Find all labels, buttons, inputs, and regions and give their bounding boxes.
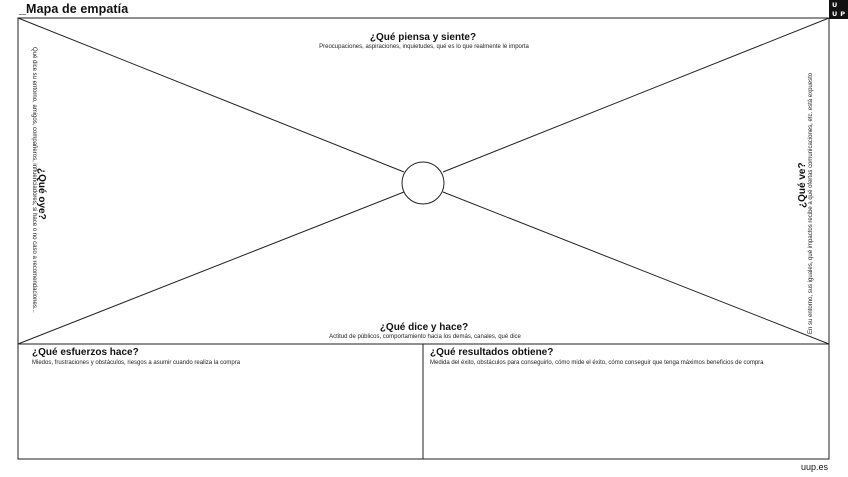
piensa-title: ¿Qué piensa y siente? [369, 32, 477, 43]
esfuerzos-description: Miedos, frustraciones y obstáculos, riesgos a asumir cuando realiza la compra [32, 360, 241, 366]
diagonal-top-right [443, 18, 829, 172]
page-title: _Mapa de empatía [19, 2, 129, 16]
footer-site: uup.es [800, 462, 828, 472]
diagonal-bottom-left [18, 192, 404, 344]
esfuerzos-title: ¿Qué esfuerzos hace? [32, 347, 139, 358]
dice-description: Actitud de públicos, comportamiento hacia los demás, canales, qué dice [329, 334, 521, 340]
diagonal-bottom-right [443, 192, 829, 344]
oye-title: ¿Qué oye? [36, 168, 47, 220]
diagonal-top-left [18, 18, 404, 172]
logo-bottom-text: UP [832, 10, 848, 18]
resultados-description: Medida del éxito, obstáculos para conseguirlo, cómo mide el éxito, cómo conseguir que tenga máximos beneficios de compra [430, 360, 764, 366]
oye-description: Qué dice su entorno, amigos, compañeros, influenciadores, si hace o no caso a recomendaciones... [31, 47, 37, 313]
dice-title: ¿Qué dice y hace? [379, 322, 469, 333]
center-circle [402, 162, 444, 204]
ve-description: En su entorno, sus iguales, qué impactos recibe a qué ofertas comunicaciones, etc. está expuesto [808, 72, 814, 334]
logo-top-text: U [832, 1, 841, 9]
resultados-title: ¿Qué resultados obtiene? [430, 347, 554, 358]
ve-title: ¿Qué ve? [797, 162, 808, 208]
piensa-description: Preocupaciones, aspiraciones, inquietudes, qué es lo que realmente le importa [319, 44, 529, 50]
